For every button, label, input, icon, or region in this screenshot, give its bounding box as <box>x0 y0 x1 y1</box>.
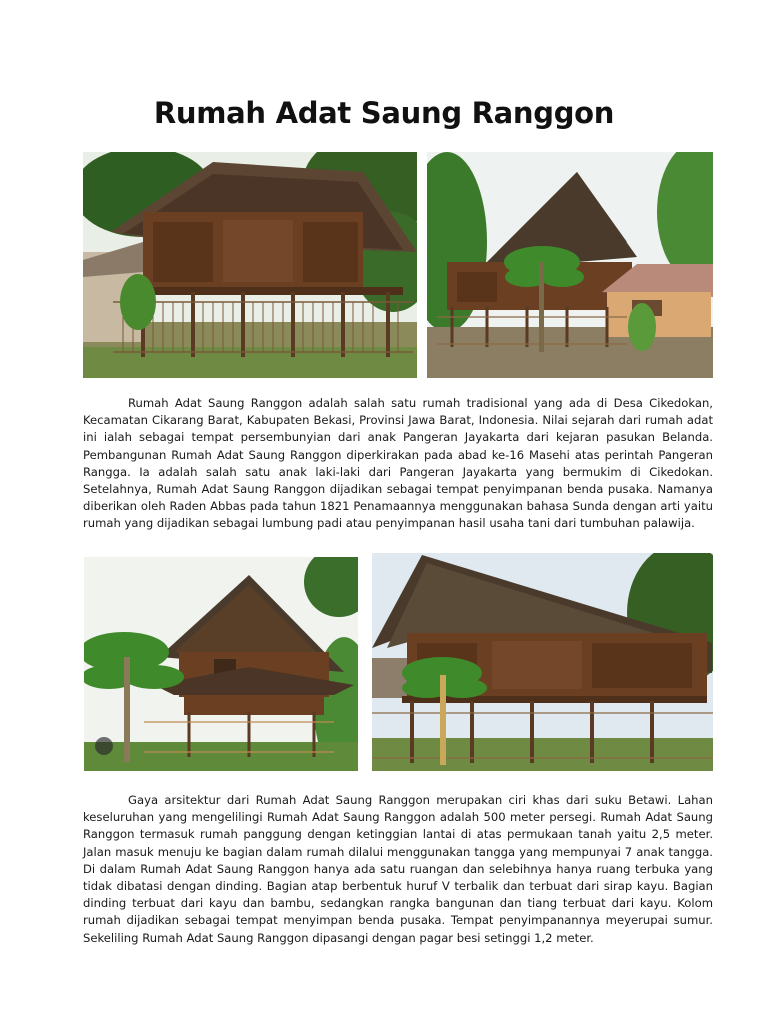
house-photo-4 <box>372 553 713 771</box>
paragraph-1: Rumah Adat Saung Ranggon adalah salah satu rumah tradisional yang ada di Desa Cikedokan, Kecamatan Cikarang Barat, Kabupaten Bekasi, Provinsi Jawa Barat, Indonesia. Nilai sejarah dari rumah adat ini ialah sebagai tempat persembunyian dari anak Pangeran Jayakarta dari kejaran pasukan Belanda. Pembangunan Rumah Adat Saung Ranggon diperkirakan pada abad ke-16 Masehi atas perintah Pangeran Rangga. Ia adalah salah satu anak laki-laki dari Pangeran Jayakarta yang bermukim di Cikedokan. Setelahnya, Rumah Adat Saung Ranggon dijadikan sebagai tempat penyimpanan benda pusaka. Namanya diberikan oleh Raden Abbas pada tahun 1821 Penamaannya menggunakan bahasa Sunda dengan arti yaitu rumah yang dijadikan sebagai lumbung padi atau penyimpanan hasil usaha tani dari tumbuhan palawija. <box>83 396 713 531</box>
image-search-icon[interactable] <box>95 737 113 755</box>
page-title: Rumah Adat Saung Ranggon <box>153 96 615 130</box>
house-photo-1 <box>83 152 417 378</box>
house-photo-3 <box>84 557 358 771</box>
paragraph-2: Gaya arsitektur dari Rumah Adat Saung Ranggon merupakan ciri khas dari suku Betawi. Lahan keseluruhan yang mengelilingi Rumah Adat Saung Ranggon adalah 500 meter persegi. Rumah Adat Saung Ranggon termasuk rumah panggung dengan ketinggian lantai di atas permukaan tanah yaitu 2,5 meter. Jalan masuk menuju ke bagian dalam rumah dilalui menggunakan tangga yang mempunyai 7 anak tangga. Di dalam Rumah Adat Saung Ranggon hanya ada satu ruangan dan selebihnya hanya ruang terbuka yang tidak dibatasi dengan dinding. Bagian atap berbentuk huruf V terbalik dan terbuat dari sirap kayu. Bagian dinding terbuat dari kayu dan bambu, sedangkan rangka bangunan dan tiang terbuat dari kayu. Kolom rumah dijadikan sebagai tempat menyimpan benda pusaka. Tempat penyimpanannya meyerupai sumur. Sekeliling Rumah Adat Saung Ranggon dipasangi dengan pagar besi setinggi 1,2 meter. <box>83 793 713 945</box>
house-photo-2 <box>427 152 713 378</box>
